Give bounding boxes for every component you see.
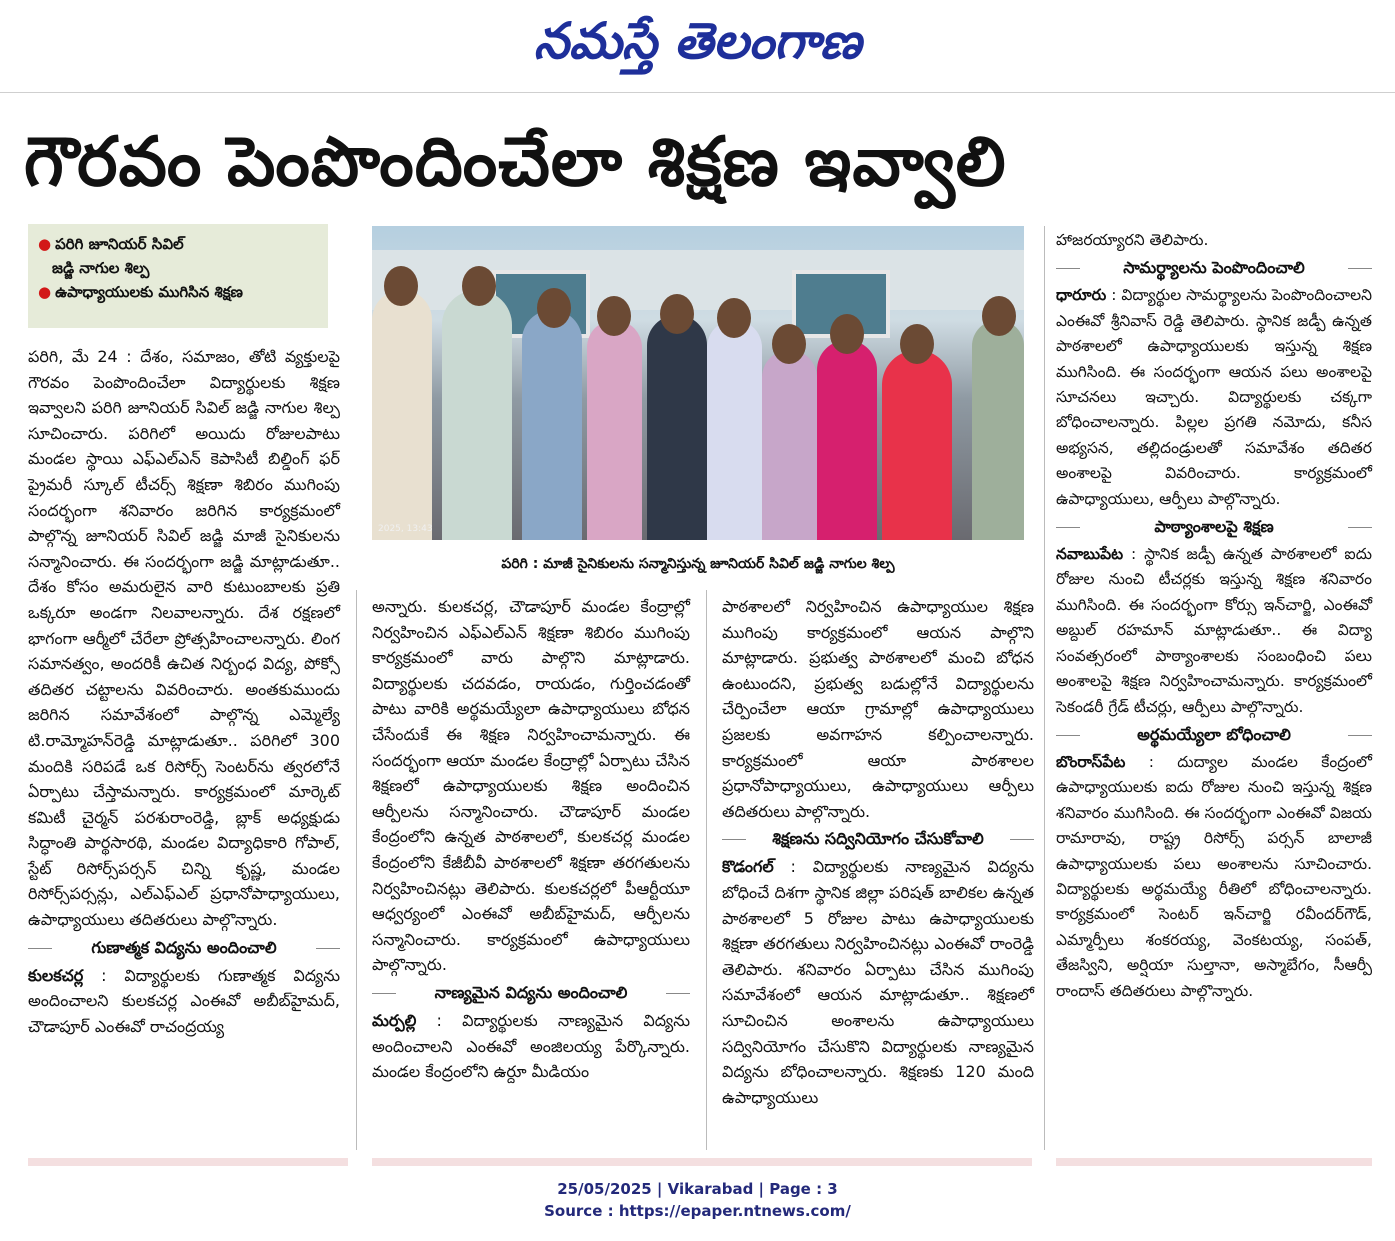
masthead-divider — [0, 92, 1395, 93]
subheading: గుణాత్మక విద్యను అందించాలి — [28, 935, 340, 961]
bullet-icon: ● — [38, 283, 52, 301]
column-divider — [356, 590, 357, 1150]
photo-person — [442, 290, 512, 540]
highlights-box — [28, 224, 328, 328]
subheading: నాణ్యమైన విద్యను అందించాలి — [372, 980, 690, 1006]
article-column-2 — [372, 594, 690, 1085]
masthead-logo: నమస్తే తెలంగాణ — [533, 11, 862, 70]
article-paragraph: పాఠశాలలో నిర్వహించిన ఉపాధ్యాయుల శిక్షణ ముగింపు కార్యక్రమంలో ఆయన పాల్గొని మాట్లాడారు. ప్రభుత్వ పాఠశాలలో మంచి బోధన ఉంటుందని, ప్రభుత్వ బడుల్లోనే విద్యార్థులను చేర్పించేలా ఆయా గ్రామాల్లో ఉపాధ్యాయులు ప్రజలకు అవగాహన కల్పించాలన్నారు. కార్యక్రమంలో ఆయా పాఠశాలల ప్రధానోపాధ్యాయులు, ఉపాధ్యాయులు ఆర్పీలు తదితరులు పాల్గొన్నారు. — [722, 597, 1034, 821]
column-divider — [706, 590, 707, 1150]
dateline: బొంరాస్‌పేట — [1056, 752, 1126, 771]
page-edge-tint — [28, 1158, 348, 1166]
subheading: పాఠ్యాంశాలపై శిక్షణ — [1056, 514, 1372, 540]
article-paragraph — [1056, 542, 1372, 720]
photo-caption: పరిగి : మాజీ సైనికులను సన్మానిస్తున్న జూనియర్ సివిల్ జడ్జి నాగుల శిల్ప — [501, 556, 895, 572]
photo-person — [707, 320, 762, 540]
dateline: నవాబుపేట — [1056, 545, 1124, 564]
photo-head — [830, 314, 864, 354]
page-edge-tint — [372, 1158, 1032, 1166]
highlight-text: జడ్జి నాగుల శిల్ప — [52, 259, 150, 277]
footer-date-edition: 25/05/2025 | Vikarabad | Page : 3 — [557, 1180, 838, 1198]
footer-source-link[interactable]: Source : https://epaper.ntnews.com/ — [544, 1202, 851, 1220]
photo-timestamp: 2025, 13:43 — [378, 524, 433, 534]
subheading: అర్థమయ్యేలా బోధించాలి — [1056, 722, 1372, 748]
bullet-icon: ● — [38, 235, 52, 253]
dateline: మర్పల్లి — [372, 1010, 417, 1030]
photo-head — [384, 266, 418, 306]
highlight-item — [38, 280, 318, 304]
headline: గౌరవం పెంపొందించేలా శిక్షణ ఇవ్వాలి — [24, 123, 1007, 202]
photo-head — [772, 324, 806, 364]
column-divider — [1044, 226, 1045, 1150]
article-paragraph — [1056, 283, 1372, 512]
highlight-item — [38, 232, 318, 256]
photo-person — [647, 315, 707, 540]
photo-head — [900, 324, 934, 364]
paragraph-text: : విద్యార్థులకు నాణ్యమైన విద్యను బోధించే దిశగా స్థానిక జిల్లా పరిషత్ బాలికల ఉన్నత పాఠశాలలో 5 రోజుల పాటు ఉపాధ్యాయులకు శిక్షణా తరగతులు నిర్వహించినట్లు ఎంఈవో రాంరెడ్డి తెలిపారు. శనివారం ఏర్పాటు చేసిన ముగింపు సమావేశంలో ఆయన మాట్లాడుతూ.. శిక్షణలో సూచించిన అంశాలను ఉపాధ్యాయులు సద్వినియోగం చేసుకొని విద్యార్థులకు నాణ్యమైన విద్యను బోధించాలన్నారు. శిక్షణకు 120 మంది ఉపాధ్యాయులు — [722, 857, 1034, 1107]
highlight-text: పరిగి జూనియర్ సివిల్ — [55, 235, 184, 253]
photo-head — [660, 294, 694, 334]
photo-head — [537, 288, 571, 328]
paragraph-text: : విద్యార్థుల సామర్థ్యాలను పెంపొందించాలని ఎంఈవో శ్రీనివాస్ రెడ్డి తెలిపారు. స్థానిక జడ్పీ ఉన్నత పాఠశాలలో ఉపాధ్యాయులకు ఇస్తున్న శిక్షణ ముగిసింది. ఈ సందర్భంగా ఆయన పలు అంశాలపై సూచనలు ఇచ్చారు. విద్యార్థులకు చక్కగా బోధించాలన్నారు. పిల్లల ప్రగతి నమోదు, కనీస అభ్యసన, తల్లిదండ్రులతో సమావేశం తదితర అంశాలపై వివరించారు. కార్యక్రమంలో ఉపాధ్యాయులు, ఆర్పీలు పాల్గొన్నారు. — [1056, 286, 1372, 508]
subheading: సామర్థ్యాలను పెంపొందించాలి — [1056, 255, 1372, 281]
paragraph-text: : దుద్యాల మండల కేంద్రంలో ఉపాధ్యాయులకు ఐదు రోజుల నుంచి ఇస్తున్న శిక్షణ శనివారం ముగిసింది. ఈ సందర్భంగా ఎంఈవో విజయ రామారావు, రాష్ట్ర రిసోర్స్ పర్సన్ బాలాజీ ఉపాధ్యాయులకు పలు అంశాలను సూచించారు. విద్యార్థులకు అర్థమయ్యే రీతిలో బోధించాలన్నారు. కార్యక్రమంలో సెంటర్ ఇన్‌చార్జి రవీందర్‌గౌడ్, ఎమ్మార్పీలు శంకరయ్య, వెంకటయ్య, సంపత్, తేజస్విని, అర్షియా సుల్తానా, అస్మాబేగం, సీఆర్పీ రాందాస్ తదితరులు పాల్గొన్నారు. — [1056, 752, 1372, 1000]
article-paragraph: అన్నారు. కులకచర్ల, చౌడాపూర్ మండల కేంద్రాల్లో నిర్వహించిన ఎఫ్ఎల్ఎన్ శిక్షణా శిబిరం ముగింపు కార్యక్రమంలో వారు పాల్గొని మాట్లాడారు. విద్యార్థులకు చదవడం, రాయడం, గుర్తించడంతో పాటు వారికి అర్థమయ్యేలా ఉపాధ్యాయులు బోధన చేసేందుకే ఈ శిక్షణ నిర్వహించామన్నారు. ఈ సందర్భంగా ఆయా మండల కేంద్రాల్లో ఏర్పాటు చేసిన శిక్షణలో ఉపాధ్యాయులకు శిక్షణ అందించిన ఆర్పీలను సన్మానించారు. చౌడాపూర్ మండల కేంద్రంలోని ఉన్నత పాఠశాలలో, కులకచర్ల మండల కేంద్రంలోని కేజీబీవీ పాఠశాలలో శిక్షణా తరగతులను నిర్వహించినట్లు తెలిపారు. కులకచర్లలో పీఆర్టీయూ ఆధ్వర్యంలో ఎంఈవో అబీబ్‌హైమద్, ఆర్పీలను సన్మానించారు. కార్యక్రమంలో ఉపాధ్యాయులు పాల్గొన్నారు. — [372, 597, 690, 975]
article-column-1 — [28, 344, 340, 1039]
paragraph-text: : స్థానిక జడ్పీ ఉన్నత పాఠశాలలో ఐదు రోజుల నుంచి టీచర్లకు ఇస్తున్న శిక్షణ శనివారం ముగిసింది. ఈ సందర్భంగా కోర్సు ఇన్‌చార్జి, ఎంఈవో అబ్దుల్ రహమాన్ మాట్లాడుతూ.. ఈ విద్యా సంవత్సరంలో పాఠ్యాంశాలకు సంబంధించి పలు అంశాలపై శిక్షణ నిర్వహించామన్నారు. కార్యక్రమంలో సెకండరీ గ్రేడ్ టీచర్లు, ఆర్పీలు పాల్గొన్నారు. — [1056, 545, 1372, 716]
dateline: కులకచర్ల — [28, 965, 84, 985]
news-photo — [372, 226, 1024, 540]
article-paragraph: పరిగి, మే 24 : దేశం, సమాజం, తోటి వ్యక్తులపై గౌరవం పెంపొందించేలా విద్యార్థులకు శిక్షణ ఇవ్వాలని పరిగి జూనియర్ సివిల్ జడ్జి నాగుల శిల్ప సూచించారు. పరిగిలో అయిదు రోజులపాటు మండల స్థాయి ఎఫ్ఎల్ఎన్ కెపాసిటీ బిల్డింగ్ ఫర్ ప్రైమరీ స్కూల్ టీచర్స్ శిక్షణా శిబిరం ముగింపు సందర్భంగా శనివారం జరిగిన కార్యక్రమంలో పాల్గొన్న జూనియర్ సివిల్ జడ్జి మాజీ సైనికులను సన్మానించారు. ఈ సందర్భంగా జడ్జి మాట్లాడుతూ.. దేశం కోసం అమరులైన వారి కుటుంబాలకు ప్రతి ఒక్కరూ అండగా నిలవాలన్నారు. దేశ రక్షణలో భాగంగా ఆర్మీలో చేరేలా ప్రోత్సహించాలన్నారు. లింగ సమానత్వం, అందరికీ ఉచిత నిర్బంధ విద్య, పోక్సో తదితర చట్టాలను వివరించారు. అంతకుముందు జరిగిన సమావేశంలో పాల్గొన్న ఎమ్మెల్యే టి.రామ్మోహన్‌రెడ్డి మాట్లాడుతూ.. పరిగిలో 300 మందికి సరిపడే ఒక రిసోర్స్ సెంటర్‌ను త్వరలోనే ఏర్పాటు చేస్తామన్నారు. కార్యక్రమంలో మార్కెట్ కమిటీ చైర్మన్ పరశురాంరెడ్డి, బ్లాక్ అధ్యక్షుడు సిద్ధాంతి పార్థసారథి, మండల విద్యాధికారి గోపాల్, స్టేట్ రిసోర్స్‌పర్సన్ చిన్ని కృష్ణ, మండల రిసోర్స్‌పర్సన్లు, ఎల్ఎఫ్ఎల్ ప్రధానోపాధ్యాయులు, ఉపాధ్యాయులు తదితరులు పాల్గొన్నారు. — [28, 347, 340, 930]
paragraph-text: : విద్యార్థులకు గుణాత్మక విద్యను అందించాలని కులకచర్ల ఎంఈవో అబీబ్‌హైమద్, చౌడాపూర్ ఎంఈవో రాచంద్రయ్య — [28, 965, 340, 1036]
photo-person — [817, 340, 877, 540]
photo-person — [372, 290, 432, 540]
article-column-3 — [722, 594, 1034, 1110]
photo-person — [762, 350, 817, 540]
dateline: ధారూరు — [1056, 286, 1107, 305]
subheading: శిక్షణను సద్వినియోగం చేసుకోవాలి — [722, 826, 1034, 852]
article-column-4 — [1056, 228, 1372, 1004]
article-paragraph — [28, 963, 340, 1040]
photo-person — [882, 350, 952, 540]
photo-head — [462, 266, 496, 306]
photo-person — [522, 310, 582, 540]
article-paragraph: హాజరయ్యారని తెలిపారు. — [1056, 231, 1209, 249]
photo-head — [982, 296, 1016, 336]
photo-head — [597, 296, 631, 336]
highlight-text: ఉపాధ్యాయులకు ముగిసిన శిక్షణ — [55, 283, 243, 301]
dateline: కొడంగల్ — [722, 857, 774, 877]
article-paragraph — [722, 854, 1034, 1110]
page-edge-tint — [1056, 1158, 1372, 1166]
photo-person — [587, 320, 642, 540]
photo-head — [717, 298, 751, 338]
article-paragraph — [1056, 750, 1372, 1004]
article-paragraph — [372, 1008, 690, 1085]
photo-person — [972, 320, 1024, 540]
paragraph-text: : విద్యార్థులకు నాణ్యమైన విద్యను అందించాలని ఎంఈవో అంజిలయ్య పేర్కొన్నారు. మండల కేంద్రంలోని ఉర్దూ మీడియం — [372, 1010, 690, 1082]
